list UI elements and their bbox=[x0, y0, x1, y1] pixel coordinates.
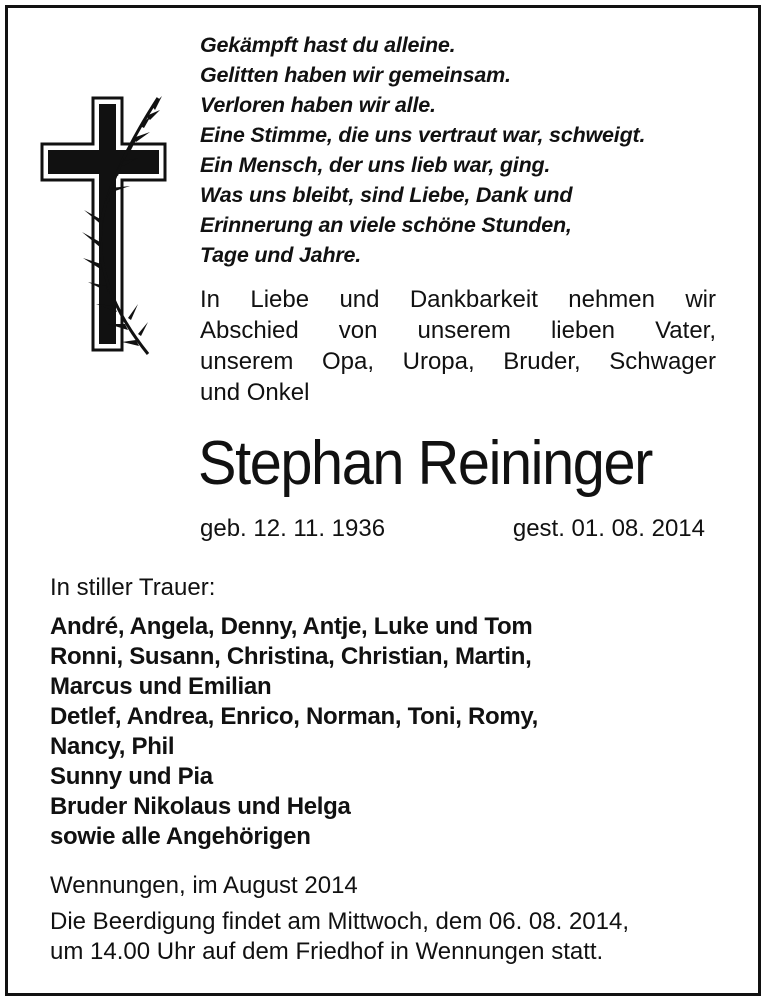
mourners-line: Sunny und Pia bbox=[50, 763, 213, 790]
poem-line: Ein Mensch, der uns lieb war, ging. bbox=[200, 153, 551, 177]
funeral-info bbox=[50, 907, 629, 967]
mourners-heading: In stiller Trauer: bbox=[50, 574, 216, 601]
mourners-line: Nancy, Phil bbox=[50, 733, 175, 760]
poem bbox=[200, 30, 730, 270]
poem-line: Verloren haben wir alle. bbox=[200, 93, 436, 117]
poem-line: Was uns bleibt, sind Liebe, Dank und bbox=[200, 183, 573, 207]
life-dates bbox=[200, 514, 705, 544]
deceased-name: Stephan Reininger bbox=[198, 429, 652, 498]
poem-line: Gekämpft hast du alleine. bbox=[200, 33, 456, 57]
mourners-line: sowie alle Angehörigen bbox=[50, 823, 311, 850]
place-date: Wennungen, im August 2014 bbox=[50, 872, 358, 899]
poem-line: Tage und Jahre. bbox=[200, 243, 362, 267]
intro-line: In Liebe und Dankbarkeit nehmen wir bbox=[200, 286, 716, 313]
mourners-line: Ronni, Susann, Christina, Christian, Martin, bbox=[50, 643, 532, 670]
intro-line: und Onkel bbox=[200, 379, 310, 406]
mourners-line: Marcus und Emilian bbox=[50, 673, 272, 700]
mourners-line: Bruder Nikolaus und Helga bbox=[50, 793, 351, 820]
poem-line: Erinnerung an viele schöne Stunden, bbox=[200, 213, 572, 237]
cross-with-palm-branch-icon bbox=[38, 92, 168, 356]
mourners-line: André, Angela, Denny, Antje, Luke und Tom bbox=[50, 613, 533, 640]
intro-text bbox=[200, 284, 716, 408]
intro-line: Abschied von unserem lieben Vater, bbox=[200, 317, 716, 344]
death-date: gest. 01. 08. 2014 bbox=[512, 515, 705, 542]
birth-date: geb. 12. 11. 1936 bbox=[200, 515, 386, 542]
mourners-line: Detlef, Andrea, Enrico, Norman, Toni, Romy, bbox=[50, 703, 539, 730]
funeral-line: um 14.00 Uhr auf dem Friedhof in Wennungen statt. bbox=[50, 938, 604, 965]
mourners-list bbox=[50, 612, 538, 852]
poem-line: Gelitten haben wir gemeinsam. bbox=[200, 63, 511, 87]
funeral-line: Die Beerdigung findet am Mittwoch, dem 06. 08. 2014, bbox=[50, 908, 629, 935]
poem-line: Eine Stimme, die uns vertraut war, schweigt. bbox=[200, 123, 646, 147]
intro-line: unserem Opa, Uropa, Bruder, Schwager bbox=[200, 348, 716, 375]
